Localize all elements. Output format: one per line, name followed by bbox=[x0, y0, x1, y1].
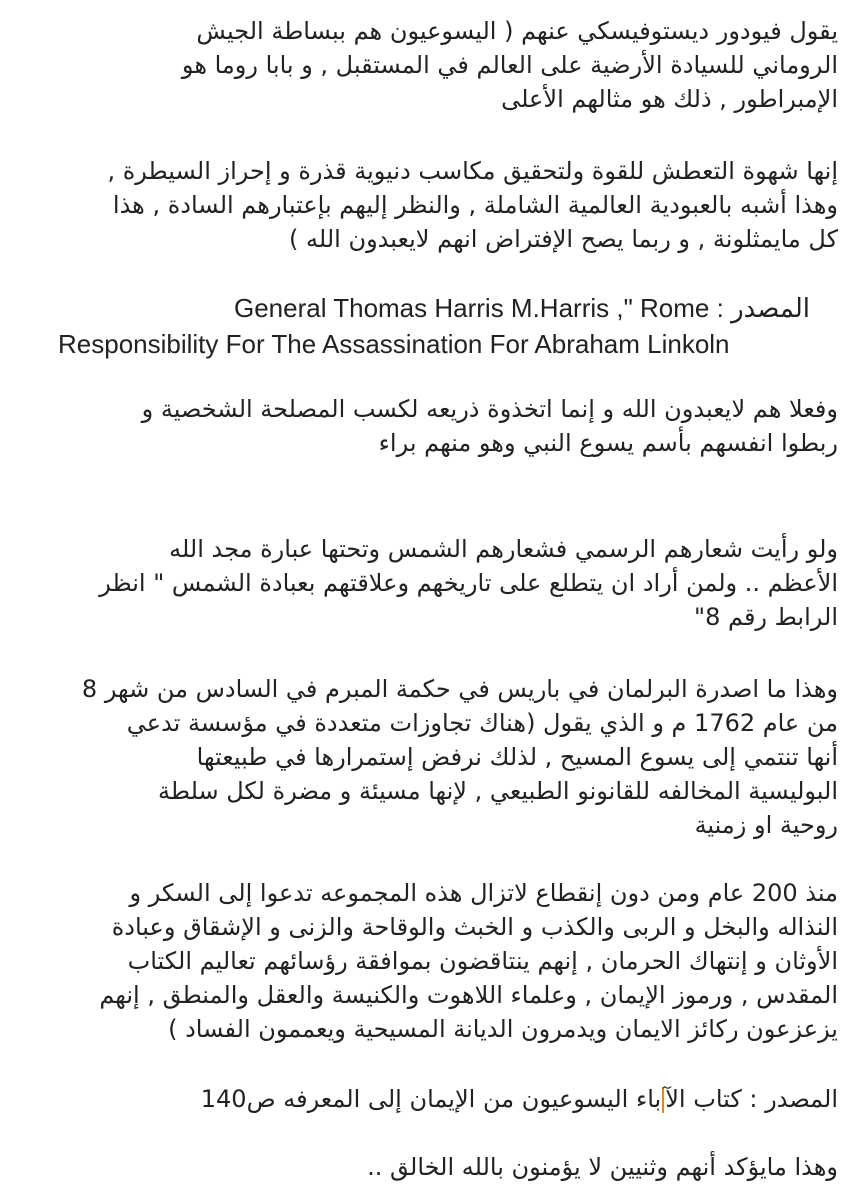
text-line: روحية او زمنية bbox=[694, 811, 838, 839]
text-line: من عام 1762 م و الذي يقول (هناك تجاوزات متعددة في مؤسسة تدعي bbox=[126, 709, 838, 737]
text-line: منذ 200 عام ومن دون إنقطاع لاتزال هذه المجموعه تدعوا إلى السكر و bbox=[129, 879, 838, 907]
text-line: البوليسية المخالفه للقانونو الطبيعي , لإنها مسيئة و مضرة لكل سلطة bbox=[158, 777, 838, 805]
text-line: يقول فيودور ديستوفيسكي عنهم ( اليسوعيون هم ببساطة الجيش bbox=[196, 17, 838, 45]
text-cursor bbox=[662, 1087, 664, 1113]
text-line: كل مايمثلونة , و ربما يصح الإفتراض انهم لايعبدون الله ) bbox=[289, 225, 838, 253]
text-line: ربطوا انفسهم بأسم يسوع النبي وهو منهم براء bbox=[378, 429, 838, 457]
source-text-after-cursor: باء اليسوعيون من الإيمان إلى المعرفه ص140 bbox=[200, 1085, 662, 1113]
text-line: الرابط رقم 8" bbox=[694, 603, 838, 631]
paragraph-conclusion bbox=[58, 1150, 838, 1184]
paragraph-paris-parliament bbox=[58, 672, 838, 842]
paragraph-pretext bbox=[58, 392, 838, 460]
text-line: الأوثان و إنتهاك الحرمان , إنهم ينتاقضون بموافقة رؤسائهم تعاليم الكتاب bbox=[127, 947, 838, 975]
source-title-part1: General Thomas Harris M.Harris ," Rome bbox=[233, 293, 710, 323]
text-line: وهذا مايؤكد أنهم وثنيين لا يؤمنون بالله الخالق .. bbox=[367, 1153, 838, 1181]
source-line-1 bbox=[58, 290, 810, 326]
text-line: النذاله والبخل و الربى والكذب و الخبث والوقاحة والزنى و الإشقاق وعبادة bbox=[111, 913, 838, 941]
text-line: ولو رأيت شعارهم الرسمي فشعارهم الشمس وتحتها عبارة مجد الله bbox=[169, 535, 838, 563]
text-line: أنها تنتمي إلى يسوع المسيح , لذلك نرفض إستمرارها في طبيعتها bbox=[196, 743, 838, 771]
text-line[interactable] bbox=[58, 1082, 838, 1116]
text-line: وهذا ما اصدرة البرلمان في باريس في حكمة المبرم في السادس من شهر 8 bbox=[81, 675, 838, 703]
paragraph-200-years bbox=[58, 876, 838, 1046]
text-line: الإمبراطور , ذلك هو مثالهم الأعلى bbox=[501, 85, 838, 113]
text-line: وفعلا هم لايعبدون الله و إنما اتخذوة ذريعه لكسب المصلحة الشخصية و bbox=[141, 395, 838, 423]
text-line: الروماني للسيادة الأرضية على العالم في المستقبل , و بابا روما هو bbox=[181, 51, 838, 79]
text-line: الأعظم .. ولمن أراد ان يتطلع على تاريخهم وعلاقتهم بعبادة الشمس " انظر bbox=[99, 569, 838, 597]
source-label: المصدر : bbox=[716, 293, 810, 323]
text-line: وهذا أشبه بالعبودية العالمية الشاملة , والنظر إليهم بإعتبارهم السادة , هذا bbox=[112, 191, 838, 219]
text-line: إنها شهوة التعطش للقوة ولتحقيق مكاسب دنيوية قذرة و إحراز السيطرة , bbox=[107, 157, 838, 185]
source-citation-harris bbox=[58, 290, 810, 362]
source-title-part2: Responsibility For The Assassination For Abraham Linkoln bbox=[58, 329, 730, 359]
paragraph-dostoevsky-quote bbox=[58, 14, 838, 116]
text-line: المقدس , ورموز الإيمان , وعلماء اللاهوت والكنيسة والعقل والمنطق , إنهم bbox=[99, 981, 838, 1009]
text-line: يزعزعون ركائز الايمان ويدمرون الديانة المسيحية ويعممون الفساد ) bbox=[168, 1015, 838, 1043]
paragraph-sun-emblem bbox=[58, 532, 838, 634]
paragraph-lust-for-power bbox=[58, 154, 838, 256]
source-text-before-cursor: المصدر : كتاب الآ bbox=[665, 1085, 838, 1113]
source-citation-book[interactable] bbox=[58, 1082, 838, 1116]
